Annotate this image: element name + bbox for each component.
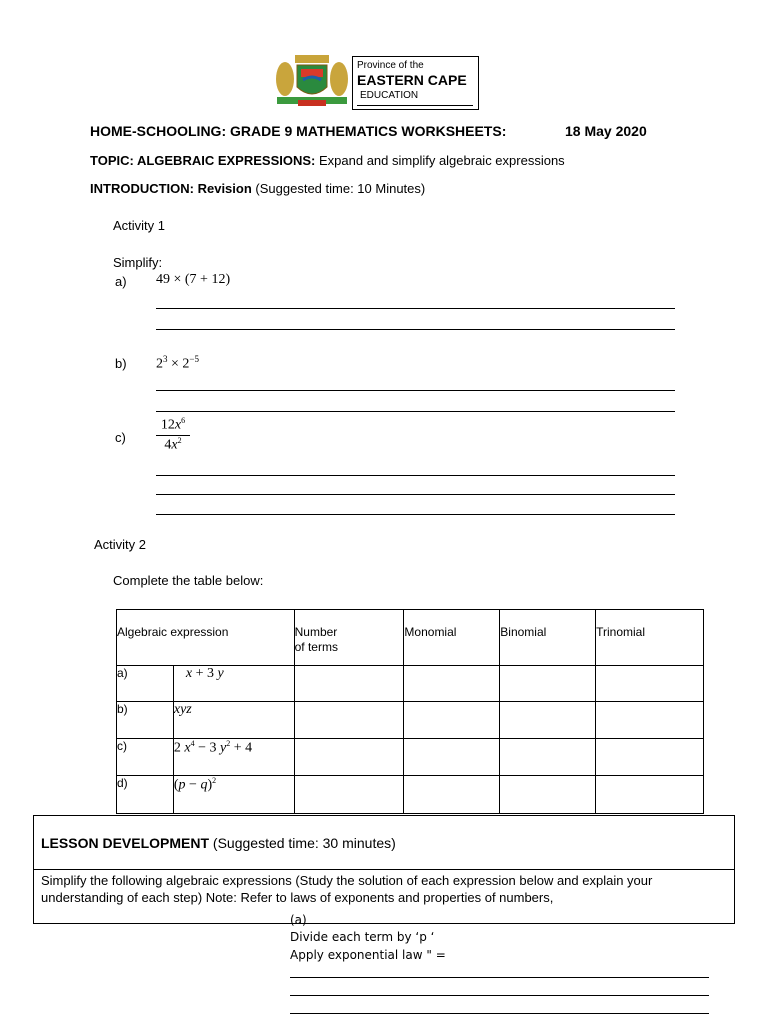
activity2-title: Activity 2 — [94, 537, 147, 552]
lesson-title: LESSON DEVELOPMENT — [41, 835, 210, 851]
answer-cell[interactable] — [596, 666, 704, 702]
province-of-text: Province of the — [357, 60, 424, 71]
department-name: EDUCATION — [360, 90, 419, 101]
introduction-label: INTRODUCTION: Revision — [90, 181, 252, 196]
activity1-item-c-letter: c) — [115, 430, 126, 445]
worksheet-date: 18 May 2020 — [565, 123, 647, 139]
answer-line — [156, 329, 675, 330]
activity1-item-a-expression: 49 × (7 + 12) — [156, 272, 231, 287]
answer-line — [156, 308, 675, 309]
answer-cell[interactable] — [404, 776, 500, 814]
row-letter: d) — [117, 776, 174, 814]
answer-line — [290, 995, 709, 996]
worksheet-title: HOME-SCHOOLING: GRADE 9 MATHEMATICS WORKSHEETS: — [90, 123, 507, 139]
activity1-item-c-expression: $12x^6$ $4x^2$ — [156, 416, 190, 453]
topic-line — [90, 153, 565, 168]
answer-cell[interactable] — [596, 739, 704, 776]
activity1-item-b-letter: b) — [115, 356, 127, 371]
row-expression: $(p - q)^2$ — [173, 776, 294, 814]
solution-step-2: Apply exponential law " = — [290, 948, 446, 962]
activity1-item-a-letter: a) — [115, 274, 127, 289]
answer-cell[interactable] — [500, 739, 596, 776]
eastern-cape-crest-logo — [273, 53, 351, 109]
lesson-header — [34, 816, 734, 870]
row-letter: a) — [117, 666, 174, 702]
answer-line — [156, 390, 675, 391]
province-label-box — [352, 56, 479, 110]
answer-line — [290, 1013, 709, 1014]
expressions-table — [116, 609, 704, 814]
solution-step-1: Divide each term by ‘p ‘ — [290, 930, 435, 944]
lesson-title-line — [41, 835, 396, 851]
activity1-title: Activity 1 — [113, 218, 166, 233]
lesson-instructions: Simplify the following algebraic expressions (Study the solution of each expression below and explain your understanding of each step) Note: Refer to laws of exponents and properties of numbers, — [41, 873, 653, 905]
lesson-time: (Suggested time: 30 minutes) — [209, 835, 396, 851]
row-letter: c) — [117, 739, 174, 776]
header-algebraic-expression: Algebraic expression — [117, 610, 295, 666]
introduction-text: (Suggested time: 10 Minutes) — [251, 181, 426, 196]
topic-label: TOPIC: ALGEBRAIC EXPRESSIONS: — [90, 153, 316, 168]
header-trinomial: Trinomial — [596, 610, 704, 666]
table-row — [117, 702, 704, 739]
answer-line — [156, 475, 675, 476]
header-number-of-terms: Number of terms — [294, 610, 404, 666]
row-expression: 2 $x^4 - 3$ $y^2 + 4$ — [173, 739, 294, 776]
activity1-instruction: Simplify: — [113, 255, 163, 270]
table-row — [117, 666, 704, 702]
answer-cell[interactable] — [294, 776, 404, 814]
answer-cell[interactable] — [294, 702, 404, 739]
answer-line — [156, 514, 675, 515]
activity2-instruction: Complete the table below: — [113, 573, 264, 588]
topic-text: Expand and simplify algebraic expressions — [315, 153, 565, 168]
header-monomial: Monomial — [404, 610, 500, 666]
lesson-development-box — [33, 815, 735, 924]
answer-cell[interactable] — [294, 739, 404, 776]
row-expression: xyz — [173, 702, 294, 739]
activity1-item-b-expression: $2^3 \times 2^{-5}$ — [156, 354, 199, 372]
answer-line — [156, 494, 675, 495]
answer-cell[interactable] — [500, 702, 596, 739]
header-binomial: Binomial — [500, 610, 596, 666]
introduction-line — [90, 181, 425, 196]
answer-cell[interactable] — [404, 702, 500, 739]
row-letter: b) — [117, 702, 174, 739]
row-expression: x + 3 y — [173, 666, 294, 702]
province-rule — [357, 105, 473, 106]
table-header-row — [117, 610, 704, 666]
answer-cell[interactable] — [404, 666, 500, 702]
province-name: EASTERN CAPE — [357, 72, 467, 88]
answer-cell[interactable] — [500, 776, 596, 814]
answer-cell[interactable] — [500, 666, 596, 702]
table-row — [117, 739, 704, 776]
answer-line — [290, 977, 709, 978]
answer-cell[interactable] — [596, 776, 704, 814]
table-row — [117, 776, 704, 814]
answer-cell[interactable] — [404, 739, 500, 776]
solution-part-label: (a) — [290, 913, 307, 927]
answer-cell[interactable] — [596, 702, 704, 739]
answer-cell[interactable] — [294, 666, 404, 702]
answer-line — [156, 411, 675, 412]
